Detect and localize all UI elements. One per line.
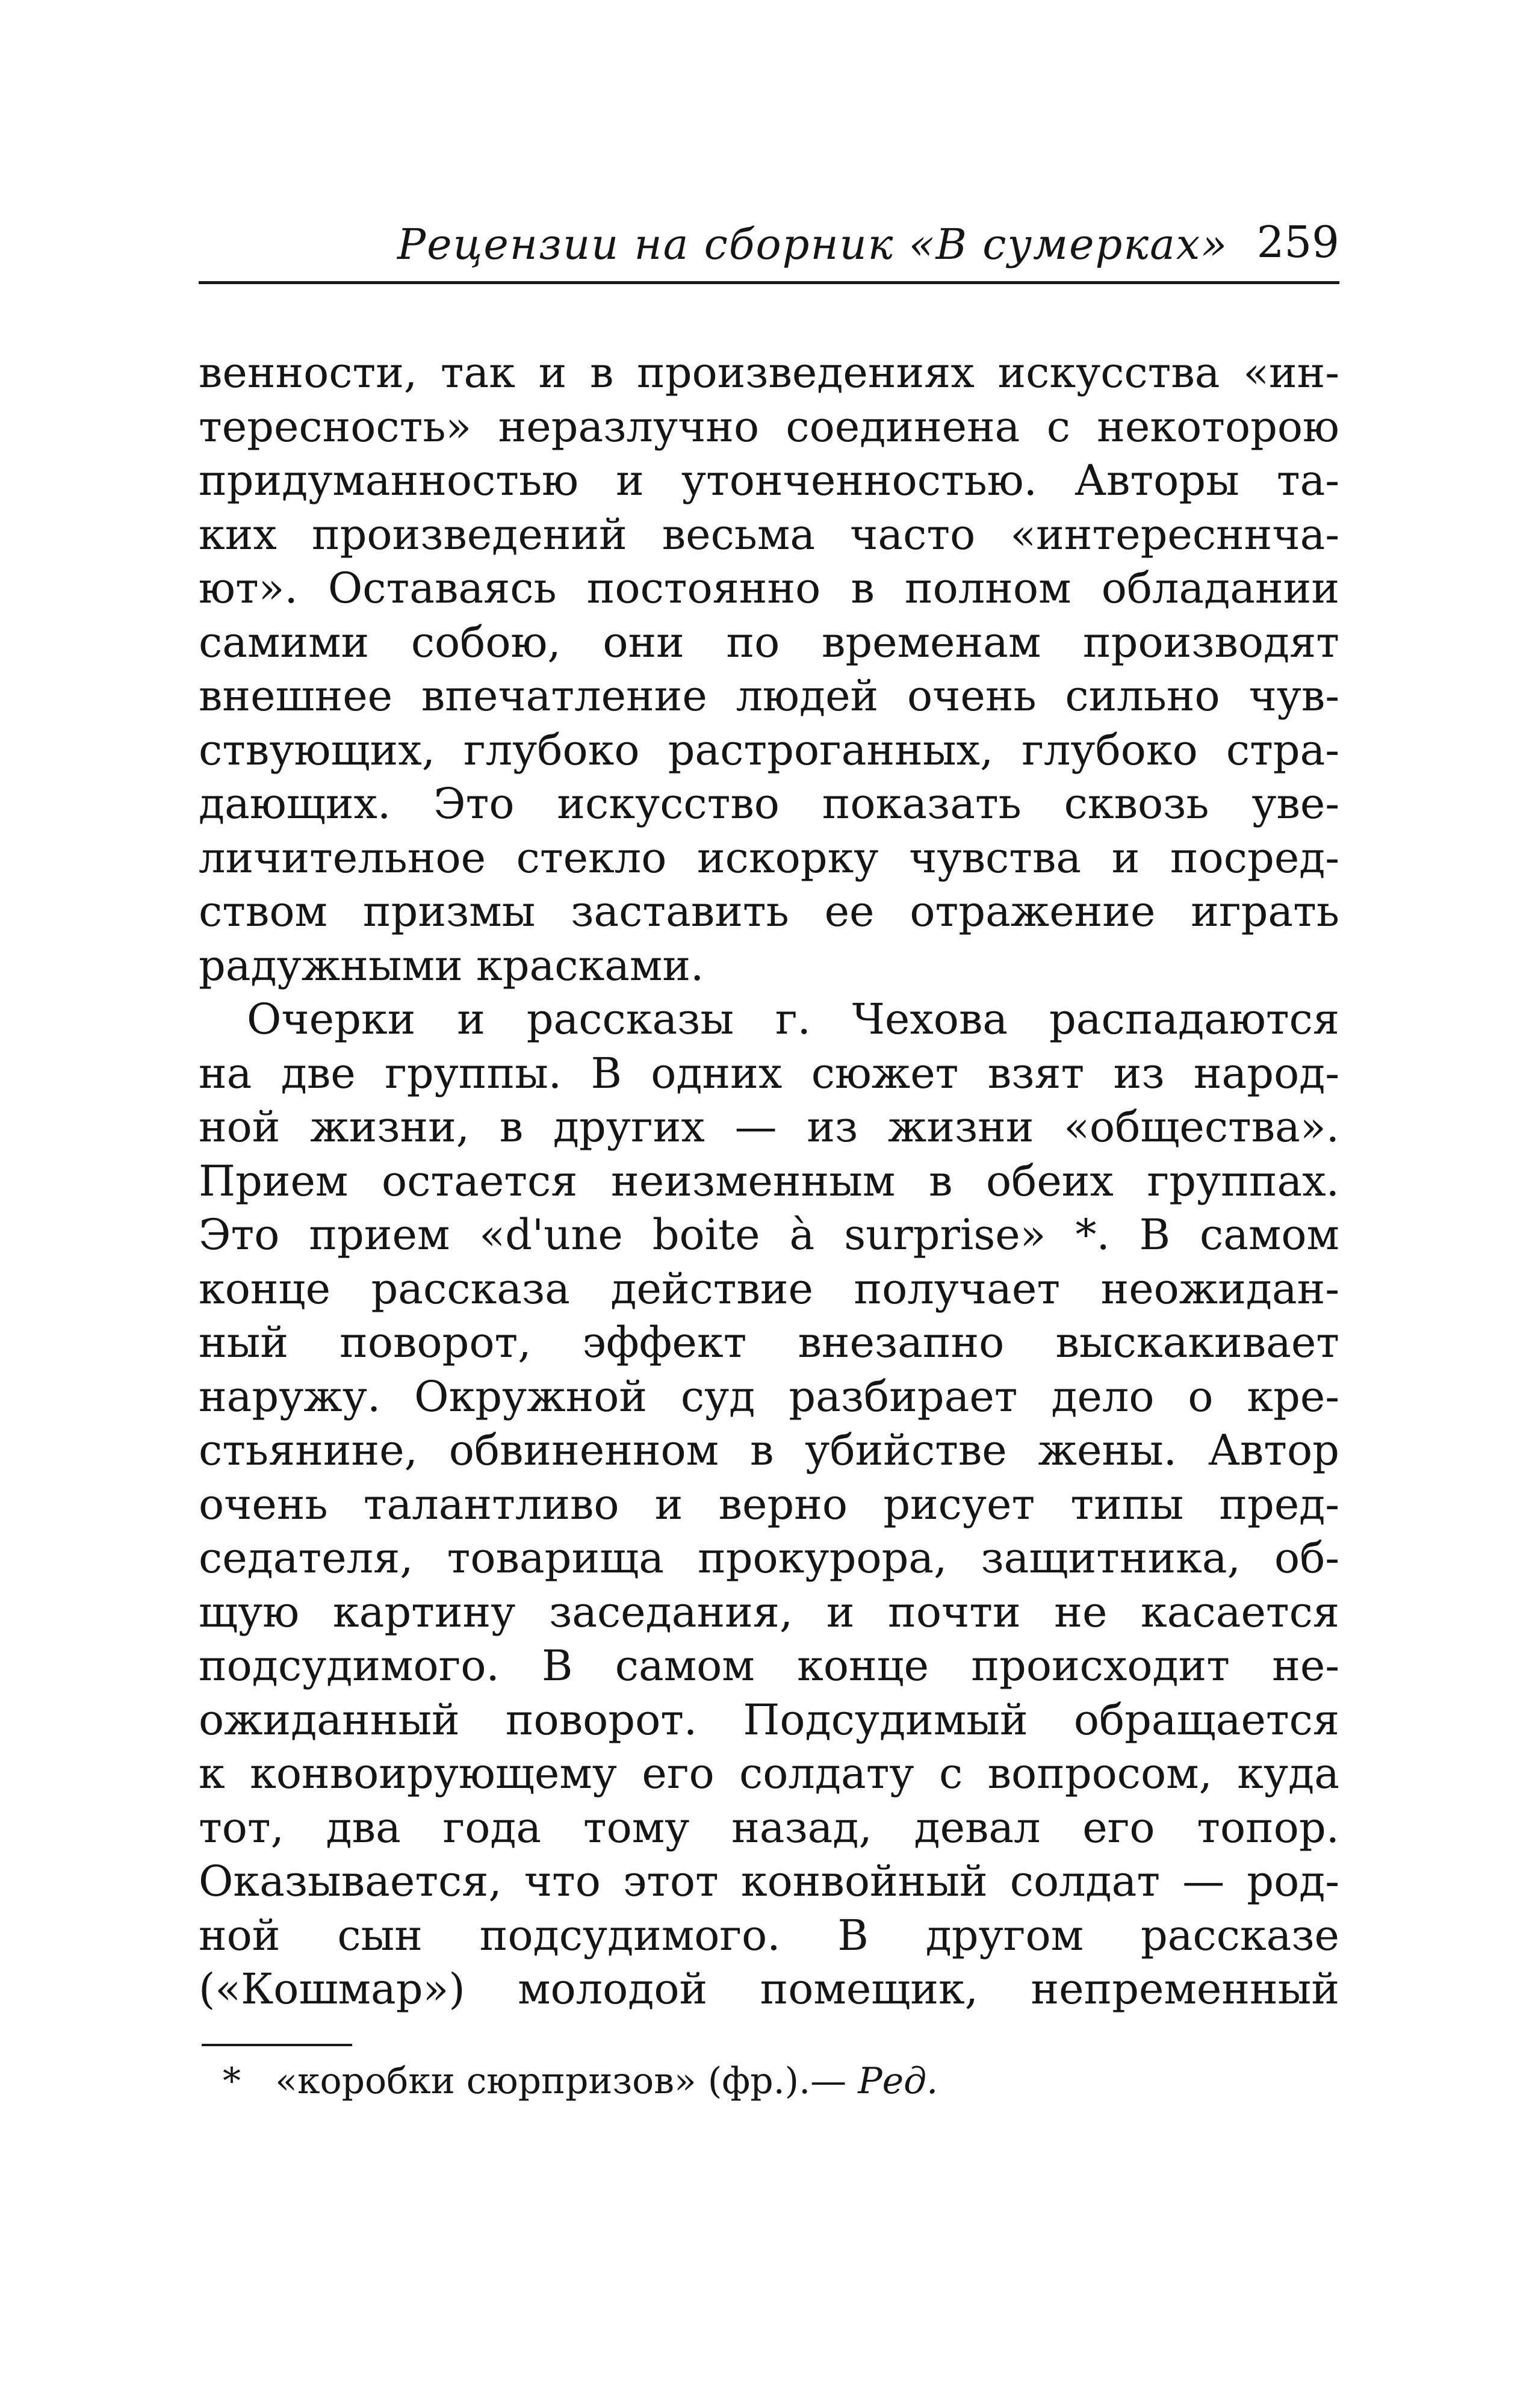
text-line: наружу. Окружной суд разбирает дело о кре- — [199, 1371, 1339, 1421]
text-line: личительное стекло искорку чувства и посред- — [199, 833, 1339, 883]
page-number: 259 — [1256, 217, 1339, 267]
text-line: конце рассказа действие получает неожидан- — [199, 1264, 1339, 1314]
text-line: стьянине, обвиненном в убийстве жены. Автор — [199, 1426, 1339, 1475]
text-line: очень талантливо и верно рисует типы пред- — [199, 1479, 1339, 1529]
text-line: к конвоирующему его солдату с вопросом, куда — [199, 1749, 1339, 1798]
text-line: щую картину заседания, и почти не касается — [199, 1587, 1339, 1637]
text-line: ной сын подсудимого. В другом рассказе — [199, 1910, 1339, 1960]
text-line: на две группы. В одних сюжет взят из народ- — [199, 1048, 1339, 1098]
text-line: ством призмы заставить ее отражение играть — [199, 887, 1339, 936]
text-line: ный поворот, эффект внезапно выскакивает — [199, 1318, 1339, 1367]
text-line: ной жизни, в других — из жизни «общества». — [199, 1102, 1339, 1152]
text-line: ют». Оставаясь постоянно в полном обладании — [199, 563, 1339, 613]
text-line: подсудимого. В самом конце происходит не- — [199, 1641, 1339, 1690]
text-line: Это прием «d'une boite à surprise» *. В самом — [199, 1210, 1339, 1259]
text-line: ожиданный поворот. Подсудимый обращается — [199, 1695, 1339, 1745]
footnote-marker: * — [223, 2060, 241, 2102]
text-line: Оказывается, что этот конвойный солдат — род- — [199, 1857, 1339, 1906]
text-line: венности, так и в произведениях искусства «ин- — [199, 348, 1339, 397]
text-line: внешнее впечатление людей очень сильно чув- — [199, 671, 1339, 721]
text-line: тот, два года тому назад, девал его топор. — [199, 1802, 1339, 1852]
text-line: самими собою, они по временам производят — [199, 617, 1339, 667]
text-line: («Кошмар») молодой помещик, непременный — [199, 1964, 1339, 2014]
footnote — [223, 2060, 938, 2102]
body-text — [199, 346, 1339, 2017]
text-line: седателя, товарища прокурора, защитника, об- — [199, 1533, 1339, 1583]
text-line: ких произведений весьма часто «интересннча- — [199, 509, 1339, 559]
text-line: радужными красками. — [199, 940, 704, 990]
header-rule — [199, 281, 1339, 284]
text-line: тересность» неразлучно соединена с некоторою — [199, 402, 1339, 452]
text-line: ствующих, глубоко растроганных, глубоко стра- — [199, 725, 1339, 775]
text-line: дающих. Это искусство показать сквозь уве- — [199, 779, 1339, 828]
footnote-rule — [202, 2044, 352, 2046]
text-line: придуманностью и утонченностью. Авторы та- — [199, 456, 1339, 505]
text-line: Прием остается неизменным в обеих группах. — [199, 1156, 1339, 1206]
footnote-editor-note: Ред. — [858, 2060, 938, 2102]
running-title: Рецензии на сборник «В сумерках» — [397, 220, 1229, 269]
running-head — [199, 214, 1339, 280]
footnote-text: «коробки сюрпризов» (фр.).— — [275, 2060, 847, 2102]
text-line: Очерки и рассказы г. Чехова распадаются — [247, 995, 1339, 1044]
